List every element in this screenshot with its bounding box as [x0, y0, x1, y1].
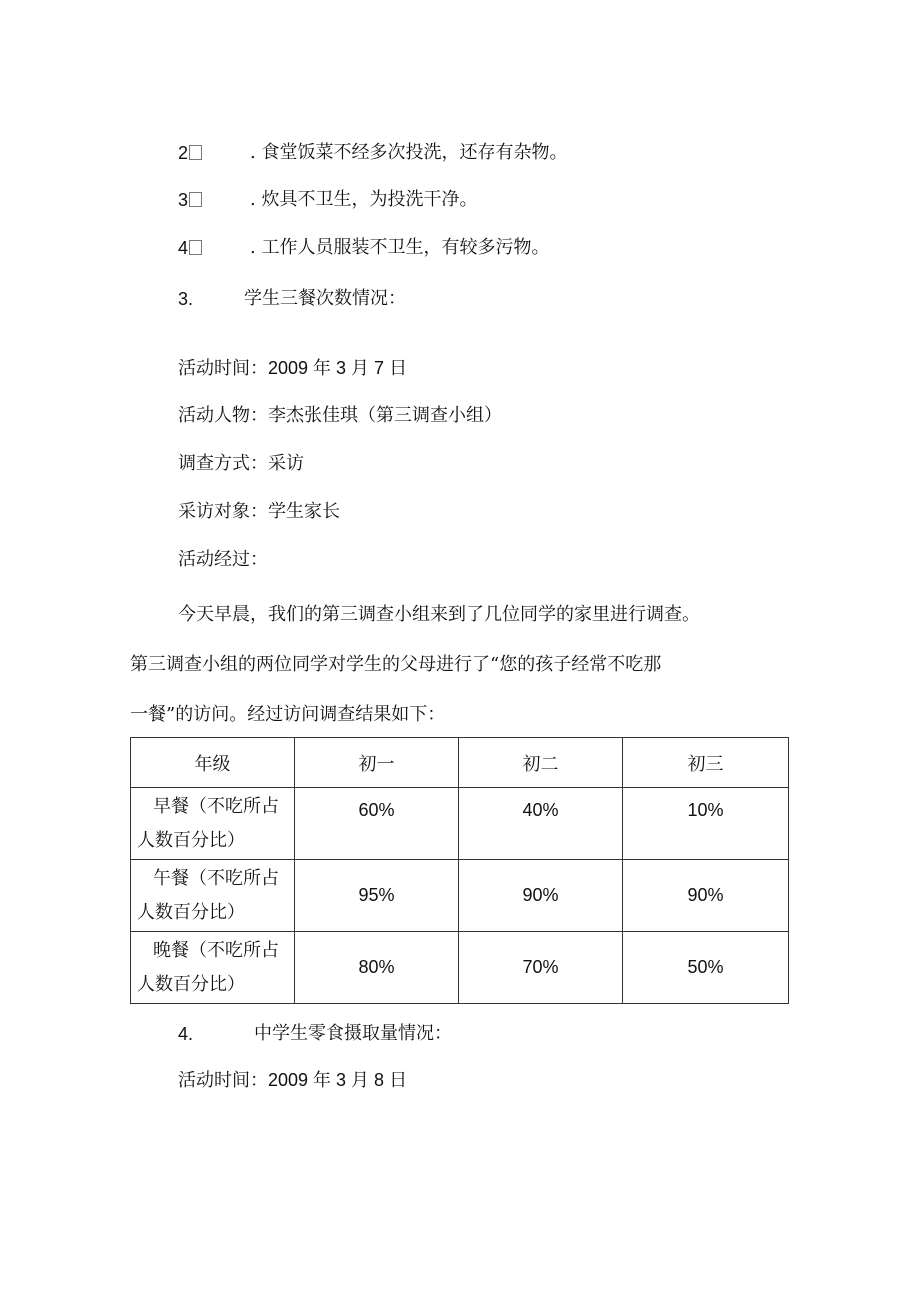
item-text: . 工作人员服装不卫生，有较多污物。: [250, 237, 550, 258]
table-header-row: [131, 738, 789, 788]
paragraph-line: 今天早晨，我们的第三调查小组来到了几位同学的家里进行调查。: [178, 604, 700, 625]
survey-method: 调查方式：采访: [178, 453, 304, 474]
table-cell: 40%: [459, 788, 623, 860]
section-heading: [178, 1022, 452, 1047]
section-title: 学生三餐次数情况：: [244, 288, 406, 309]
item-number: 2: [178, 143, 189, 163]
paragraph-line: 第三调查小组的两位同学对学生的父母进行了“您的孩子经常不吃那: [130, 654, 662, 675]
placeholder-box-icon: [189, 145, 202, 160]
section-heading: [178, 287, 406, 312]
meal-label: 午餐（不吃所占 人数百分比）: [131, 860, 295, 932]
meal-label: 早餐（不吃所占 人数百分比）: [131, 788, 295, 860]
activity-time-value: 2009 年 3 月 7 日: [268, 358, 408, 378]
activity-time-label: 活动时间：: [178, 1070, 268, 1091]
activity-process: 活动经过：: [178, 549, 268, 570]
item-number: 3: [178, 190, 189, 210]
table-cell: 60%: [295, 788, 459, 860]
header-grade: 年级: [131, 738, 295, 788]
activity-time-label: 活动时间：: [178, 358, 268, 379]
placeholder-box-icon: [189, 240, 202, 255]
activity-people: 活动人物：李杰张佳琪（第三调查小组）: [178, 405, 502, 426]
table-row: [131, 932, 789, 1004]
header-grade2: 初二: [459, 738, 623, 788]
header-grade3: 初三: [623, 738, 789, 788]
section-number: 4.: [178, 1024, 194, 1044]
table-row: [131, 788, 789, 860]
survey-table: [130, 737, 789, 1004]
header-grade1: 初一: [295, 738, 459, 788]
activity-time: [178, 356, 407, 381]
section-title: 中学生零食摄取量情况：: [254, 1023, 452, 1044]
activity-time: [178, 1068, 407, 1093]
placeholder-box-icon: [189, 192, 202, 207]
table-cell: 90%: [623, 860, 789, 932]
table-cell: 80%: [295, 932, 459, 1004]
list-item: [178, 236, 550, 261]
table-cell: 90%: [459, 860, 623, 932]
table-cell: 50%: [623, 932, 789, 1004]
section-number: 3.: [178, 289, 194, 309]
paragraph-line: 一餐”的访问。经过访问调查结果如下：: [130, 704, 446, 725]
survey-target: 采访对象：学生家长: [178, 501, 340, 522]
item-number: 4: [178, 238, 189, 258]
table-cell: 70%: [459, 932, 623, 1004]
item-text: . 炊具不卫生，为投洗干净。: [250, 189, 478, 210]
activity-time-value: 2009 年 3 月 8 日: [268, 1070, 408, 1090]
list-item: [178, 141, 568, 166]
list-item: [178, 188, 478, 213]
table-cell: 95%: [295, 860, 459, 932]
table-cell: 10%: [623, 788, 789, 860]
meal-label: 晚餐（不吃所占 人数百分比）: [131, 932, 295, 1004]
table-row: [131, 860, 789, 932]
item-text: . 食堂饭菜不经多次投洗，还存有杂物。: [250, 142, 568, 163]
